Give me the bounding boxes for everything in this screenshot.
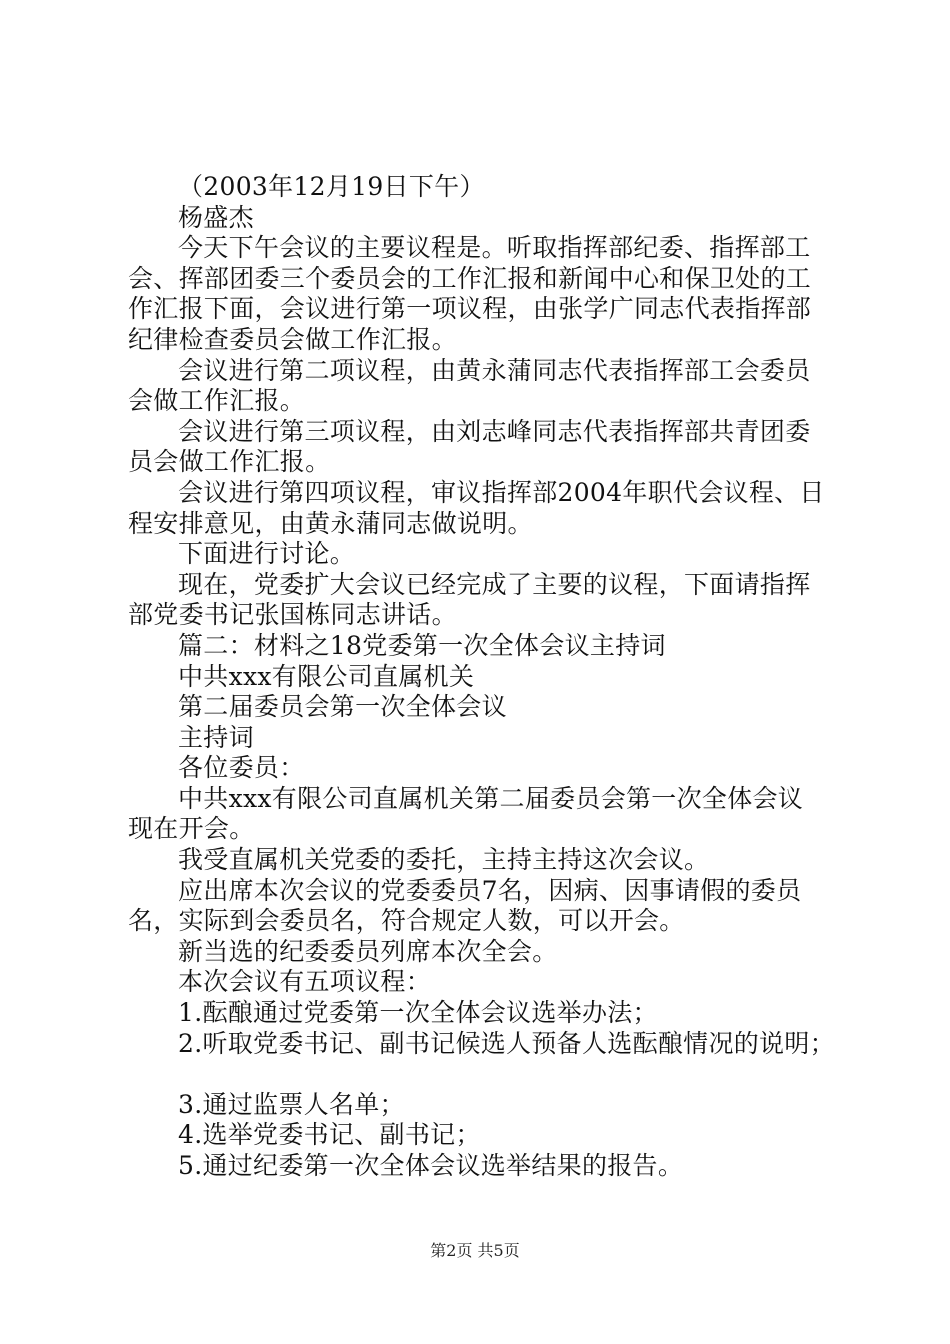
text-line: 员会做工作汇报。 [128, 447, 331, 477]
page-footer: 第2页 共5页 [430, 1241, 520, 1260]
text-line: 2.听取党委书记、副书记候选人预备人选酝酿情况的说明； [178, 1028, 835, 1058]
text-line: （2003年12月19日下午） [178, 172, 485, 201]
text-line: 部党委书记张国栋同志讲话。 [128, 600, 457, 630]
text-line: 5.通过纪委第一次全体会议选举结果的报告。 [178, 1151, 684, 1180]
text-line: 会议进行第二项议程，由黄永蒲同志代表指挥部工会委员 [178, 355, 811, 385]
text-line: 第二届委员会第一次全体会议 [178, 692, 507, 722]
text-line: 本次会议有五项议程： [178, 967, 432, 997]
text-line: 现在，党委扩大会议已经完成了主要的议程，下面请指挥 [178, 569, 811, 599]
text-line: 4.选举党委书记、副书记； [178, 1120, 481, 1150]
text-line: 会议进行第三项议程，由刘志峰同志代表指挥部共青团委 [178, 416, 811, 446]
text-line: 今天下午会议的主要议程是。听取指挥部纪委、指挥部工 [178, 233, 811, 263]
text-line: 1.酝酿通过党委第一次全体会议选举办法； [178, 998, 658, 1028]
text-line: 主持词 [178, 722, 254, 752]
text-line: 应出席本次会议的党委委员7名，因病、因事请假的委员 [178, 875, 802, 905]
text-line: 会、挥部团委三个委员会的工作汇报和新闻中心和保卫处的工 [128, 263, 812, 293]
text-line: 现在开会。 [128, 814, 255, 844]
text-line: 中共xxx有限公司直属机关 [178, 661, 475, 691]
document-body [128, 172, 840, 1182]
text-line: 篇二：材料之18党委第一次全体会议主持词 [178, 630, 666, 660]
text-line: 新当选的纪委委员列席本次全会。 [178, 936, 558, 966]
text-line: 我受直属机关党委的委托，主持主持这次会议。 [178, 845, 710, 875]
text-line: 作汇报下面，会议进行第一项议程，由张学广同志代表指挥部 [128, 294, 812, 324]
text-line: 3.通过监票人名单； [178, 1089, 405, 1119]
text-line: 会做工作汇报。 [128, 386, 306, 416]
text-line: 纪律检查委员会做工作汇报。 [128, 324, 457, 354]
text-line: 中共xxx有限公司直属机关第二届委员会第一次全体会议 [178, 783, 804, 813]
blank-line [128, 1059, 840, 1090]
text-line: 各位委员： [178, 753, 305, 783]
text-line: 杨盛杰 [178, 202, 254, 232]
text-line: 会议进行第四项议程，审议指挥部2004年职代会议程、日 [178, 477, 825, 507]
text-line: 程安排意见，由黄永蒲同志做说明。 [128, 508, 533, 538]
text-line: 名，实际到会委员名，符合规定人数，可以开会。 [128, 906, 685, 936]
text-line: 下面进行讨论。 [178, 539, 356, 569]
